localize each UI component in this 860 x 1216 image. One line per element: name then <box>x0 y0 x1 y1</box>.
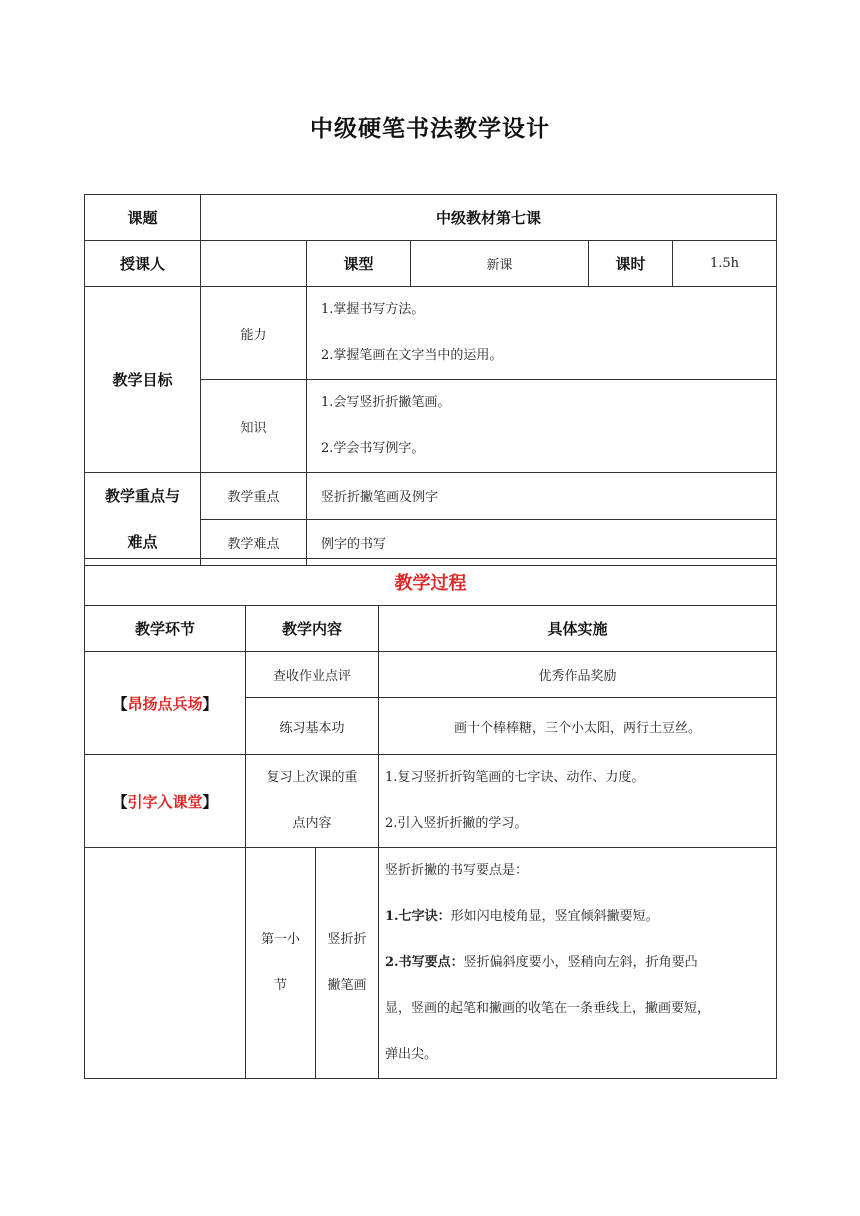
stage-1-row2-impl: 画十个棒棒糖，三个小太阳，两行土豆丝。 <box>379 698 777 755</box>
instructions-point-2-cont: 弹出尖。 <box>385 1047 438 1062</box>
stage-2-impl-line: 2.引入竖折折撇的学习。 <box>385 816 528 831</box>
instructions-point-1 <box>385 894 776 940</box>
ability-items <box>307 287 777 380</box>
focus-label-line: 难点 <box>127 533 158 551</box>
difficulty-value: 例字的书写 <box>307 519 777 566</box>
stroke-label-line: 撇笔画 <box>327 978 367 993</box>
stage-1-name <box>85 652 246 755</box>
stage-1-row1-content: 查收作业点评 <box>246 652 379 698</box>
process-heading: 教学过程 <box>85 559 777 606</box>
knowledge-item: 1.会写竖折折撇笔画。 <box>321 395 451 410</box>
focus-label-line: 教学重点与 <box>104 487 180 505</box>
stroke-label-line: 竖折折 <box>327 932 367 947</box>
instructions-point-2 <box>385 940 776 986</box>
goals-label: 教学目标 <box>85 287 201 473</box>
type-value: 新课 <box>411 241 589 287</box>
col-content-header: 教学内容 <box>246 606 379 652</box>
ability-label: 能力 <box>201 287 307 380</box>
stage-2-impl <box>379 755 777 848</box>
focus-label <box>85 473 201 566</box>
section-label <box>246 848 316 1079</box>
process-table <box>84 558 777 1079</box>
stage-2-name <box>85 755 246 848</box>
document-title: 中级硬笔书法教学设计 <box>310 116 550 142</box>
hours-label: 课时 <box>589 241 673 287</box>
key-point-value: 竖折折撇笔画及例字 <box>307 473 777 520</box>
instructions-point-2-cont: 显，竖画的起笔和撇画的收笔在一条垂线上，撇画要短， <box>385 1001 711 1016</box>
info-table <box>84 194 777 566</box>
col-stage-header: 教学环节 <box>85 606 246 652</box>
knowledge-label: 知识 <box>201 380 307 473</box>
ability-item: 2.掌握笔画在文字当中的运用。 <box>321 348 503 363</box>
section-label-line: 节 <box>273 978 287 993</box>
stage-1-row2-content: 练习基本功 <box>246 698 379 755</box>
key-point-label: 教学重点 <box>201 473 307 520</box>
stage-2-content-line: 复习上次课的重 <box>266 770 358 785</box>
stage-3-name <box>85 848 246 1079</box>
stroke-instructions <box>379 848 777 1079</box>
point-2-text: 竖折偏斜度要小，竖稍向左斜，折角要凸 <box>463 955 698 970</box>
stage-2-content-line: 点内容 <box>292 816 332 831</box>
col-impl-header: 具体实施 <box>379 606 777 652</box>
bracket-open: 【 <box>112 792 128 811</box>
bracket-close: 】 <box>202 694 218 713</box>
difficulty-label: 教学难点 <box>201 519 307 566</box>
point-1-text: 形如闪电棱角显，竖宜倾斜撇要短。 <box>450 909 659 924</box>
stage-1-title: 昂扬点兵场 <box>127 694 203 713</box>
knowledge-item: 2.学会书写例字。 <box>321 441 425 456</box>
stage-2-content <box>246 755 379 848</box>
instructions-intro: 竖折折撇的书写要点是： <box>385 863 529 878</box>
stage-2-impl-line: 1.复习竖折折钩笔画的七字诀、动作、力度。 <box>385 770 645 785</box>
bracket-close: 】 <box>202 792 218 811</box>
knowledge-items <box>307 380 777 473</box>
ability-item: 1.掌握书写方法。 <box>321 302 425 317</box>
stage-2-title: 引字入课堂 <box>127 792 203 811</box>
point-1-label: 1.七字诀： <box>385 909 451 924</box>
teacher-label: 授课人 <box>85 241 201 287</box>
hours-value: 1.5h <box>673 241 777 287</box>
stage-1-row1-impl: 优秀作品奖励 <box>379 652 777 698</box>
bracket-open: 【 <box>112 694 128 713</box>
teacher-value <box>201 241 307 287</box>
point-2-label: 2.书写要点： <box>385 955 464 970</box>
stroke-label <box>316 848 379 1079</box>
topic-label: 课题 <box>85 195 201 241</box>
section-label-line: 第一小 <box>260 932 300 947</box>
type-label: 课型 <box>307 241 411 287</box>
topic-value: 中级教材第七课 <box>201 195 777 241</box>
